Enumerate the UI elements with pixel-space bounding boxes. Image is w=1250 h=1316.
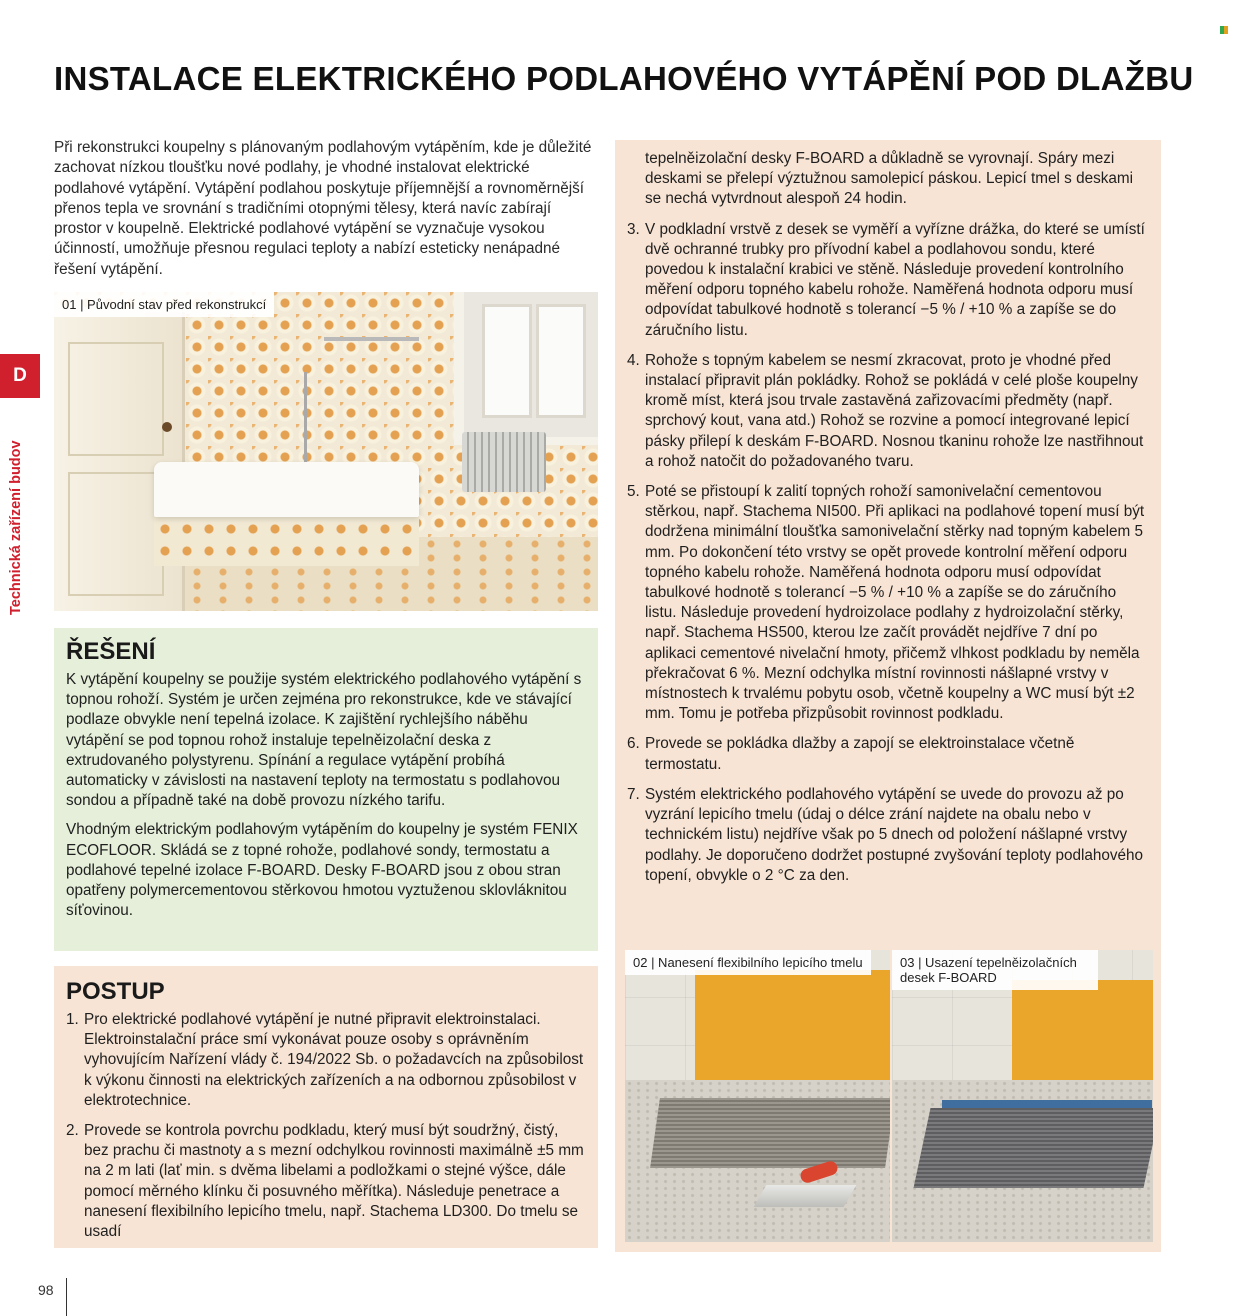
- photo-original-bathroom: [54, 292, 598, 611]
- step-number: 5.: [627, 483, 640, 501]
- trowel-icon: [754, 1185, 857, 1207]
- step-text: Provede se pokládka dlažby a zapojí se elektroinstalace včetně termostatu.: [645, 735, 1075, 773]
- procedure-heading: POSTUP: [66, 978, 165, 1005]
- procedure-steps-right: [627, 220, 1149, 886]
- step-text: Systém elektrického podlahového vytápění se uvede do provozu až po vyzrání lepicího tmelu (údaj o délce zrání najdete na obalu nebo v technickém listu) nejdříve však po 5 dnech od položení nášlapné vrstvy podlahy. Je doporučeno dodržet postupné zvyšování teploty podlahového topení, obvykle o 2 °C za den.: [645, 785, 1144, 884]
- section-label: Technická zařízení budov: [8, 440, 24, 615]
- procedure-step: [66, 1010, 586, 1111]
- section-tab: D: [0, 354, 40, 398]
- page-number-rule: [66, 1278, 67, 1316]
- corner-mark-icon: [1220, 26, 1228, 34]
- step-number: 7.: [627, 785, 640, 803]
- procedure-step: [627, 351, 1149, 472]
- step-text: Rohože s topným kabelem se nesmí zkracovat, proto je vhodné před instalací připravit plán pokládky. Rohož se pokládá v celé ploše koupelny kromě míst, která jsou trvale zastavěná zařizovacími předměty (např. sprchový kout, vana atd.) Rohož se rozvine a pomocí integrované lepicí pásky přilepí k deskám F-BOARD. Nosnou tkaninu rohože lze nastřihnout a rohož natočit do požadovaného tvaru.: [645, 351, 1144, 470]
- orange-wall: [1012, 980, 1153, 1090]
- solution-paragraph: K vytápění koupelny se použije systém elektrického podlahového vytápění s topnou rohoží. Systém je určen zejména pro rekonstrukce, kde ve stávající podlaze obvykle není tepelná izolace. K zajištění rychlejšího náběhu vytápění se pod topnou rohož instaluje tepelněizolační deska z extrudovaného polystyrenu. Spínání a regulace vytápění probíhá automaticky v závislosti na nastavení teploty na termostatu s podlahovou sondou a případně také na době provozu nízkého tarifu.: [66, 671, 582, 810]
- procedure-step: [66, 1121, 586, 1242]
- step-text: Pro elektrické podlahové vytápění je nutné připravit elektroinstalaci. Elektroinstalační práce smí vykonávat pouze osoby s oprávněním vyhovujícím Nařízení vlády č. 194/2022 Sb. o požadavcích na způsobilost k výkonu činnosti na elektrických zařízeních a na odbornou způsobilost v elektrotechnice.: [84, 1011, 584, 1109]
- reinforcing-tape: [942, 1100, 1152, 1108]
- towel-bar: [324, 337, 419, 341]
- photo-caption-01: 01 | Původní stav před rekonstrukcí: [54, 292, 274, 317]
- procedure-step: [627, 220, 1149, 341]
- step-number: 1.: [66, 1011, 79, 1028]
- solution-box: [54, 628, 598, 951]
- step-number: 6.: [627, 735, 640, 753]
- step-text: Poté se přistoupí k zalití topných rohoží samonivelační cementovou stěrkou, např. Stachema NI500. Při aplikaci na podlahové topení musí být dodržena minimální tloušťka samonivelační stěrky nad topným kabelem 5 mm. Po dokončení této vrstvy se opět provede kontrolní měření odporu topného kabelu rohože. Naměřená hodnota odporu musí odpovídat tabulkové hodnotě s tolerancí −5 % / +10 % a zapíše se do záručního listu. Následuje provedení hydroizolace podlahy z hydroizolační stěrky, např. Stachema HS500, kterou lze začít provádět nejdříve 7 dní po aplikaci cementové nivelační hmoty, přičemž vlhkost podkladu by neměla překračovat 6 %. Mezní odchylka místní rovinnosti nášlapné vrstvy v místnostech k trvalému pobytu osob, včetně koupelny a WC musí být ±2 mm. Tomu je potřeba přizpůsobit rovinnost podkladu.: [645, 483, 1145, 723]
- fboard-layer: [913, 1108, 1153, 1188]
- procedure-box: [54, 966, 598, 1248]
- procedure-steps-left: [66, 1010, 586, 1242]
- intro-paragraph: Při rekonstrukci koupelny s plánovaným podlahovým vytápěním, kde je důležité zachovat nízkou tloušťku nové podlahy, je vhodné instalovat elektrické podlahové vytápění. Vytápění podlahou poskytuje příjemnější a rovnoměrnější přenos tepla ve srovnání s tradičními otopnými tělesy, která navíc zabírají prostor v koupelně. Elektrické podlahové vytápění se vyznačuje vysokou účinností, umožňuje přesnou regulaci teploty a nabízí esteticky nenápadné řešení vytápění.: [54, 139, 592, 278]
- photo-caption-03: 03 | Usazení tepelněizolačních desek F-BOARD: [892, 950, 1098, 990]
- step-number: 2.: [66, 1122, 79, 1140]
- page-number: 98: [38, 1282, 54, 1298]
- photo-caption-02: 02 | Nanesení flexibilního lepicího tmelu: [625, 950, 871, 975]
- step-number: 4.: [627, 351, 640, 369]
- solution-heading: ŘEŠENÍ: [66, 638, 156, 665]
- page-title: INSTALACE ELEKTRICKÉHO PODLAHOVÉHO VYTÁPĚNÍ POD DLAŽBU: [54, 60, 1194, 97]
- shower-pipe: [304, 372, 307, 472]
- solution-paragraph: Vhodným elektrickým podlahovým vytápěním do koupelny je systém FENIX ECOFLOOR. Skládá se z topné rohože, podlahové sondy, termostatu a podlahové tepelné izolace F-BOARD. Desky F-BOARD jsou z obou stran opatřeny polymercementovou stěrkovou hmotou vyztuženou sklovláknitou síťovinou.: [66, 821, 578, 920]
- step-text: V podkladní vrstvě z desek se vyměří a vyřízne drážka, do které se umístí dvě ochranné trubky pro přívodní kabel a podlahovou sondu, které povedou k instalační krabici ve stěně. Následuje provedení kontrolního měření odporu topného kabelu rohože. Naměřená hodnota odporu musí odpovídat tabulkové hodnotě s tolerancí −5 % / +10 % a zapíše se do záručního listu.: [645, 220, 1145, 339]
- procedure-step: [627, 785, 1149, 886]
- step-2-continuation: tepelněizolační desky F-BOARD a důkladně se vyrovnají. Spáry mezi deskami se přelepí výztužnou samolepicí páskou. Lepicí tmel s deskami se nechá vytvrdnout alespoň 24 hodin.: [645, 150, 1134, 208]
- bathroom-window: [454, 292, 598, 445]
- bathtub: [154, 462, 419, 517]
- photo-fboard-placement: [892, 950, 1153, 1242]
- radiator: [462, 432, 546, 492]
- step-number: 3.: [627, 220, 640, 238]
- door-knob-icon: [162, 422, 172, 432]
- step-text: Provede se kontrola povrchu podkladu, který musí být soudržný, čistý, bez prachu či mastnoty a s mezní odchylkou rovinnosti maximálně ±5 mm na 2 m lati (lať min. s dvěma libelami a podložkami o stejné výšce, dále pomocí měrného klínku či posuvného měřítka). Následuje penetrace a nanesení flexibilního lepicího tmelu, např. Stachema LD300. Do tmelu se usadí: [84, 1122, 584, 1241]
- procedure-step: [627, 482, 1149, 724]
- procedure-step: [627, 734, 1149, 774]
- photo-adhesive-application: [625, 950, 890, 1242]
- adhesive-layer: [650, 1098, 890, 1168]
- orange-wall: [695, 970, 890, 1085]
